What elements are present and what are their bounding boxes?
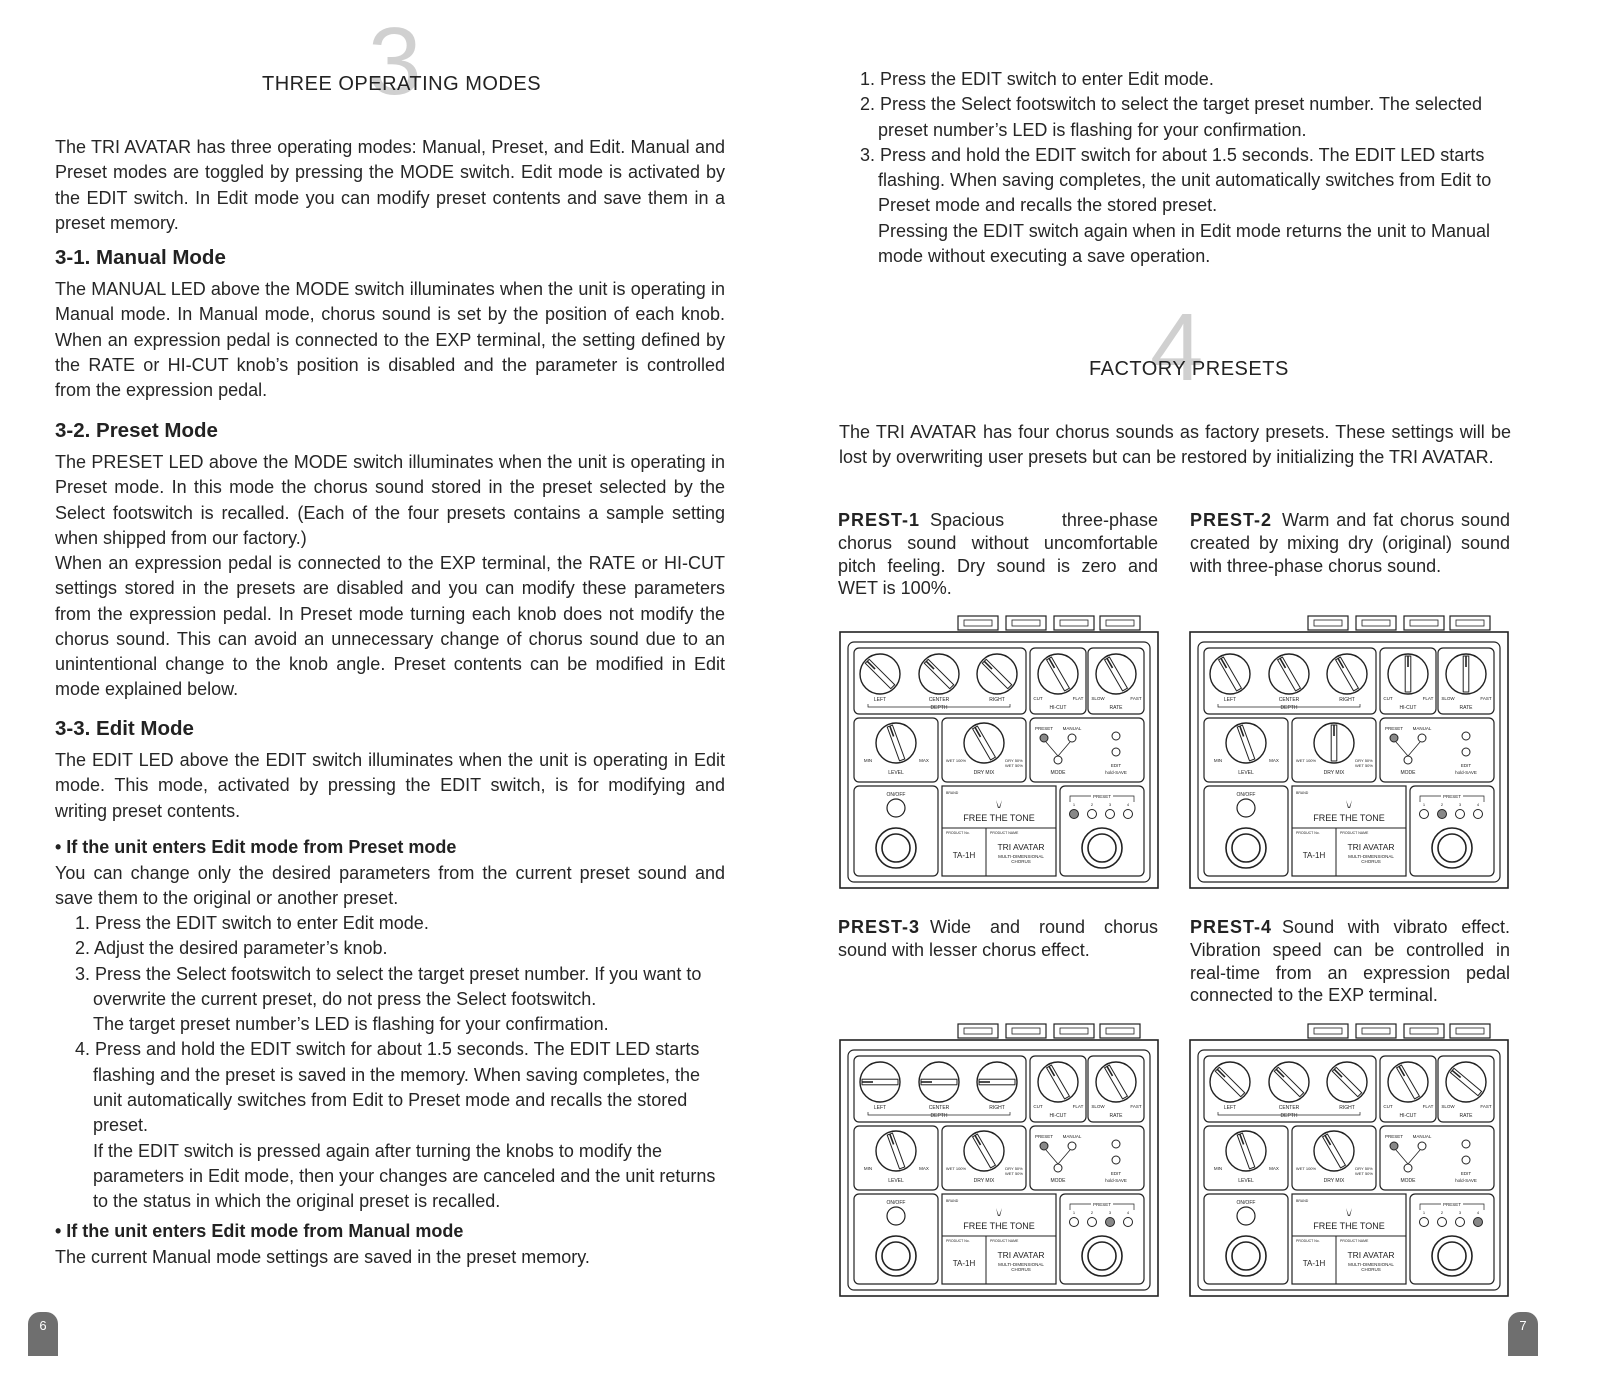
- preset-4-name: PREST-4: [1190, 917, 1273, 937]
- pedal-label: 2: [1440, 1210, 1444, 1215]
- pedal-label: 4: [1476, 802, 1480, 807]
- pedal-label: WET 50%: [1355, 1171, 1373, 1176]
- preset-mode-heading: 3-2. Preset Mode: [55, 419, 218, 442]
- pedal-label: PRESET: [1442, 1202, 1462, 1207]
- pedal-label: FLAT: [1422, 1104, 1434, 1109]
- depth-center-knob: [1269, 1062, 1309, 1102]
- pedal-label: RIGHT: [989, 1105, 1005, 1111]
- hicut-knob: [1388, 1062, 1428, 1102]
- edit-led-icon: [1462, 732, 1470, 740]
- step-continuation: Pressing the EDIT switch again when in Edit mode returns the unit to Manual mode without executing a save operation.: [878, 220, 1490, 267]
- pedal-label: EDIT: [1460, 763, 1472, 768]
- hicut-knob: [1388, 654, 1428, 694]
- product-number: TA-1H: [1302, 851, 1326, 860]
- pedal-label: SLOW: [1091, 1104, 1105, 1109]
- pedal-label: LEFT: [1223, 697, 1237, 703]
- pedal-label: PRODUCT NAME: [990, 831, 1019, 835]
- pedal-label: MANUAL: [1062, 726, 1082, 731]
- pedal-label: CUT: [1033, 696, 1043, 701]
- pedal-label: DEPTH: [930, 1113, 948, 1119]
- pedal-label: FAST: [1130, 1104, 1142, 1109]
- pedal-label: 1: [1422, 802, 1426, 807]
- level-knob: [1226, 723, 1266, 763]
- pedal-label: MAX: [1269, 758, 1279, 763]
- pedal-label: CENTER: [928, 1105, 950, 1111]
- preset-select-led-icon: [1420, 810, 1429, 819]
- preset-select-led-icon: [1124, 810, 1133, 819]
- hicut-knob: [1038, 654, 1078, 694]
- pedal-label: MANUAL: [1412, 1134, 1432, 1139]
- pedal-diagram-preset-3: [838, 1020, 1160, 1298]
- from-preset-heading: • If the unit enters Edit mode from Preset mode: [55, 837, 457, 857]
- pedal-label: PRODUCT NAME: [1340, 831, 1369, 835]
- preset-select-led-icon: [1420, 1218, 1429, 1227]
- preset-1-description: [838, 509, 1158, 600]
- pedal-label: DRY MIX: [1323, 1178, 1345, 1184]
- pedal-label: RATE: [1109, 705, 1123, 711]
- pedal-label: RIGHT: [989, 697, 1005, 703]
- preset-3-name: PREST-3: [838, 917, 921, 937]
- pedal-label: WET 100%: [945, 1166, 967, 1171]
- pedal-label: CUT: [1383, 1104, 1393, 1109]
- pedal-label: DEPTH: [930, 705, 948, 711]
- pedal-label: MODE: [1400, 1178, 1416, 1184]
- mode-switch-icon: [1404, 756, 1412, 764]
- edit-switch-icon: [1112, 1156, 1120, 1164]
- pedal-label: 4: [1126, 802, 1130, 807]
- right-page: [800, 0, 1600, 1382]
- pedal-label: 1: [1072, 1210, 1076, 1215]
- step-item: [840, 92, 1512, 143]
- step-item: [55, 962, 725, 1038]
- preset-select-led-icon: [1070, 1218, 1079, 1227]
- pedal-label: MODE: [1400, 770, 1416, 776]
- pedal-label: 1: [1072, 802, 1076, 807]
- pedal-label: SLOW: [1091, 696, 1105, 701]
- pedal-label: FAST: [1480, 696, 1492, 701]
- rate-knob: [1096, 654, 1136, 694]
- preset-select-led-icon: [1088, 810, 1097, 819]
- pedal-label: RIGHT: [1339, 697, 1355, 703]
- pedal-label: FAST: [1130, 696, 1142, 701]
- dry-mix-knob: [1314, 723, 1354, 763]
- hicut-knob: [1038, 1062, 1078, 1102]
- preset-3-description: [838, 916, 1158, 962]
- mode-switch-icon: [1404, 1164, 1412, 1172]
- pedal-label: HI-CUT: [1049, 705, 1067, 711]
- pedal-label: LEFT: [1223, 1105, 1237, 1111]
- edit-led-icon: [1462, 1140, 1470, 1148]
- from-preset-steps: [55, 911, 725, 1215]
- pedal-label: LEVEL: [1238, 770, 1254, 776]
- pedal-label: MULTI-DIMENSIONAL: [1348, 1262, 1394, 1267]
- preset-select-led-icon: [1474, 1218, 1483, 1227]
- pedal-label: ON/OFF: [1236, 1200, 1256, 1206]
- pedal-label: BRAND: [1296, 791, 1309, 795]
- manual-led-icon: [1418, 734, 1426, 742]
- pedal-label: MAX: [919, 758, 929, 763]
- pedal-label: 2: [1090, 1210, 1094, 1215]
- step-text: 1. Press the EDIT switch to enter Edit mode.: [860, 69, 1214, 89]
- rate-knob: [1446, 1062, 1486, 1102]
- pedal-label: MIN: [1213, 1166, 1223, 1171]
- pedal-label: MIN: [863, 758, 873, 763]
- pedal-label: RATE: [1109, 1113, 1123, 1119]
- edit-switch-icon: [1112, 748, 1120, 756]
- preset-led-icon: [1390, 734, 1398, 742]
- depth-right-knob: [977, 654, 1017, 694]
- pedal-label: PRESET: [1092, 1202, 1112, 1207]
- section-title: FACTORY PRESETS: [1089, 358, 1289, 380]
- pedal-label: 2: [1090, 802, 1094, 807]
- brand-name: FREE THE TONE: [1313, 1221, 1385, 1231]
- step-text: 3. Press the Select footswitch to select the target preset number. If you want to overwrite the current preset, do not press the Select footswitch.: [75, 963, 702, 1009]
- pedal-label: hold-SAVE: [1105, 1178, 1127, 1183]
- pedal-svg: [838, 1020, 1160, 1298]
- preset-led-icon: [1040, 734, 1048, 742]
- step-text: 2. Press the Select footswitch to select the target preset number. The selected preset number’s LED is flashing for your confirmation.: [860, 94, 1483, 140]
- pedal-label: 3: [1458, 802, 1462, 807]
- preset-select-led-icon: [1124, 1218, 1133, 1227]
- pedal-label: CHORUS: [1361, 1267, 1381, 1272]
- step-text: 2. Adjust the desired parameter’s knob.: [75, 938, 388, 959]
- product-name: TRI AVATAR: [1347, 1250, 1395, 1260]
- preset-select-led-icon: [1456, 810, 1465, 819]
- section-title: THREE OPERATING MODES: [262, 73, 542, 95]
- edit-led-icon: [1112, 732, 1120, 740]
- dry-mix-knob: [964, 723, 1004, 763]
- pedal-label: MANUAL: [1412, 726, 1432, 731]
- depth-center-knob: [1269, 654, 1309, 694]
- product-name: TRI AVATAR: [1347, 842, 1395, 852]
- depth-left-knob: [860, 654, 900, 694]
- pedal-label: FAST: [1480, 1104, 1492, 1109]
- manual-save-steps: [840, 67, 1512, 269]
- from-manual-heading: • If the unit enters Edit mode from Manual mode: [55, 1221, 464, 1241]
- edit-switch-icon: [1462, 1156, 1470, 1164]
- step-item: [55, 911, 725, 936]
- step-item: [55, 936, 725, 961]
- pedal-label: RATE: [1459, 705, 1473, 711]
- preset-select-led-icon: [1456, 1218, 1465, 1227]
- pedal-label: HI-CUT: [1049, 1113, 1067, 1119]
- onoff-led-icon: [887, 1207, 905, 1225]
- section-number: 4: [1150, 294, 1204, 401]
- pedal-label: BRAND: [946, 791, 959, 795]
- pedal-label: PRODUCT No.: [1296, 831, 1320, 835]
- depth-right-knob: [1327, 654, 1367, 694]
- page-number: 6: [28, 1312, 58, 1356]
- pedal-label: EDIT: [1460, 1171, 1472, 1176]
- depth-left-knob: [860, 1062, 900, 1102]
- onoff-led-icon: [887, 799, 905, 817]
- product-number: TA-1H: [1302, 1259, 1326, 1268]
- pedal-label: DRY 50%: [1005, 1166, 1023, 1171]
- pedal-label: BRAND: [946, 1199, 959, 1203]
- manual-mode-body: The MANUAL LED above the MODE switch illuminates when the unit is operating in Manual mode. In Manual mode, chorus sound is set by the position of each knob. When an expression pedal is connected to the EXP terminal, the setting defined by the RATE or HI-CUT knob’s position is disabled and the parameter is controlled from the expression pedal.: [55, 279, 725, 401]
- intro-paragraph: The TRI AVATAR has three operating modes: Manual, Preset, and Edit. Manual and Preset modes are toggled by pressing the MODE switch. Edit mode is activated by the EDIT switch. In Edit mode you can modify preset contents and save them in a preset memory.: [55, 137, 725, 233]
- brand-name: FREE THE TONE: [963, 813, 1035, 823]
- pedal-label: CUT: [1383, 696, 1393, 701]
- pedal-label: LEVEL: [888, 1178, 904, 1184]
- pedal-label: MAX: [1269, 1166, 1279, 1171]
- pedal-label: RIGHT: [1339, 1105, 1355, 1111]
- pedal-label: MIN: [863, 1166, 873, 1171]
- pedal-label: CENTER: [928, 697, 950, 703]
- preset-mode-body-2: When an expression pedal is connected to the EXP terminal, the RATE or HI-CUT settings stored in the presets are disabled and you can modify these parameters from the expression pedal. In Preset mode turning each knob does not modify the chorus sound. This can avoid an unnecessary change of chorus sound due to an unintentional change to the knob angle. Preset contents can be modified in Edit mode explained below.: [55, 553, 725, 700]
- pedal-label: CHORUS: [1011, 859, 1031, 864]
- preset-1-name: PREST-1: [838, 510, 921, 530]
- pedal-label: DEPTH: [1280, 705, 1298, 711]
- brand-name: FREE THE TONE: [1313, 813, 1385, 823]
- preset-2-name: PREST-2: [1190, 510, 1273, 530]
- pedal-label: RATE: [1459, 1113, 1473, 1119]
- pedal-label: SLOW: [1441, 696, 1455, 701]
- pedal-label: MULTI-DIMENSIONAL: [1348, 854, 1394, 859]
- pedal-label: PRODUCT No.: [946, 831, 970, 835]
- preset-3-text: Wide and round chorus sound with lesser chorus effect.: [838, 917, 1158, 960]
- step-continuation: If the EDIT switch is pressed again after turning the knobs to modify the parameters in Edit mode, then your changes are canceled and the unit returns to the status in which the original preset is recalled.: [93, 1140, 716, 1212]
- pedal-label: CENTER: [1278, 1105, 1300, 1111]
- pedal-label: MULTI-DIMENSIONAL: [998, 854, 1044, 859]
- pedal-label: WET 100%: [1295, 1166, 1317, 1171]
- mode-switch-icon: [1054, 756, 1062, 764]
- pedal-label: 3: [1108, 1210, 1112, 1215]
- pedal-label: PRESET: [1384, 726, 1404, 731]
- pedal-label: 3: [1458, 1210, 1462, 1215]
- depth-left-knob: [1210, 1062, 1250, 1102]
- pedal-label: HI-CUT: [1399, 1113, 1417, 1119]
- depth-center-knob: [919, 1062, 959, 1102]
- pedal-label: 4: [1126, 1210, 1130, 1215]
- pedal-label: hold-SAVE: [1105, 770, 1127, 775]
- step-text: 1. Press the EDIT switch to enter Edit mode.: [75, 913, 429, 933]
- mode-switch-icon: [1054, 1164, 1062, 1172]
- edit-mode-heading: 3-3. Edit Mode: [55, 717, 194, 740]
- preset-select-led-icon: [1474, 810, 1483, 819]
- pedal-label: DRY 50%: [1355, 1166, 1373, 1171]
- pedal-label: MAX: [919, 1166, 929, 1171]
- pedal-label: CUT: [1033, 1104, 1043, 1109]
- pedal-label: ON/OFF: [886, 792, 906, 798]
- pedal-label: FLAT: [1072, 696, 1084, 701]
- pedal-svg: [1188, 612, 1510, 890]
- pedal-diagram-preset-4: [1188, 1020, 1510, 1298]
- factory-presets-intro: The TRI AVATAR has four chorus sounds as factory presets. These settings will be lost by overwriting user presets but can be restored by initializing the TRI AVATAR.: [839, 422, 1511, 468]
- brand-name: FREE THE TONE: [963, 1221, 1035, 1231]
- pedal-label: PRODUCT No.: [1296, 1239, 1320, 1243]
- manual-led-icon: [1068, 734, 1076, 742]
- step-item: [55, 1037, 725, 1214]
- pedal-label: DRY MIX: [973, 1178, 995, 1184]
- from-preset-intro: You can change only the desired parameters from the current preset sound and save them to the original or another preset.: [55, 863, 725, 909]
- edit-switch-icon: [1462, 748, 1470, 756]
- preset-select-led-icon: [1106, 1218, 1115, 1227]
- section-number: 3: [368, 8, 422, 115]
- pedal-label: SLOW: [1441, 1104, 1455, 1109]
- pedal-label: MODE: [1050, 770, 1066, 776]
- pedal-label: 3: [1108, 802, 1112, 807]
- pedal-label: MIN: [1213, 758, 1223, 763]
- manual-led-icon: [1068, 1142, 1076, 1150]
- manual-mode-heading: 3-1. Manual Mode: [55, 246, 226, 269]
- pedal-svg: [1188, 1020, 1510, 1298]
- preset-select-led-icon: [1438, 1218, 1447, 1227]
- rate-knob: [1446, 654, 1486, 694]
- from-manual-intro: The current Manual mode settings are saved in the preset memory.: [55, 1247, 590, 1267]
- step-item: [840, 67, 1512, 92]
- pedal-label: DEPTH: [1280, 1113, 1298, 1119]
- pedal-label: LEFT: [873, 697, 887, 703]
- depth-left-knob: [1210, 654, 1250, 694]
- pedal-label: CHORUS: [1011, 1267, 1031, 1272]
- edit-mode-body: The EDIT LED above the EDIT switch illuminates when the unit is operating in Edit mode. This mode, activated by pressing the EDIT switch, is for modifying and writing preset contents.: [55, 750, 725, 821]
- level-knob: [1226, 1131, 1266, 1171]
- onoff-led-icon: [1237, 1207, 1255, 1225]
- pedal-label: HI-CUT: [1399, 705, 1417, 711]
- level-knob: [876, 723, 916, 763]
- pedal-label: DRY 50%: [1005, 758, 1023, 763]
- preset-4-text: Sound with vibrato effect. Vibration speed can be controlled in real-time from an expression pedal connected to the EXP terminal.: [1190, 917, 1510, 1006]
- pedal-label: hold-SAVE: [1455, 770, 1477, 775]
- step-continuation: The target preset number’s LED is flashing for your confirmation.: [93, 1014, 609, 1035]
- pedal-label: BRAND: [1296, 1199, 1309, 1203]
- preset-mode-body: The PRESET LED above the MODE switch illuminates when the unit is operating in Preset mode. In this mode the chorus sound stored in the preset selected by the Select footswitch is recalled. (Each of the four presets contains a sample setting when shipped from our factory.): [55, 452, 725, 548]
- product-number: TA-1H: [952, 1259, 976, 1268]
- manual-led-icon: [1418, 1142, 1426, 1150]
- pedal-label: FLAT: [1422, 696, 1434, 701]
- pedal-label: PRESET: [1034, 1134, 1054, 1139]
- dry-mix-knob: [1314, 1131, 1354, 1171]
- pedal-label: WET 100%: [945, 758, 967, 763]
- level-knob: [876, 1131, 916, 1171]
- pedal-label: MODE: [1050, 1178, 1066, 1184]
- pedal-label: EDIT: [1110, 1171, 1122, 1176]
- pedal-svg: [838, 612, 1160, 890]
- product-name: TRI AVATAR: [997, 1250, 1045, 1260]
- pedal-label: CHORUS: [1361, 859, 1381, 864]
- pedal-label: PRESET: [1034, 726, 1054, 731]
- pedal-label: ON/OFF: [1236, 792, 1256, 798]
- pedal-label: MULTI-DIMENSIONAL: [998, 1262, 1044, 1267]
- pedal-label: PRODUCT NAME: [990, 1239, 1019, 1243]
- pedal-label: PRODUCT NAME: [1340, 1239, 1369, 1243]
- pedal-label: ON/OFF: [886, 1200, 906, 1206]
- rate-knob: [1096, 1062, 1136, 1102]
- pedal-label: PRESET: [1092, 794, 1112, 799]
- dry-mix-knob: [964, 1131, 1004, 1171]
- pedal-label: WET 50%: [1005, 763, 1023, 768]
- preset-select-led-icon: [1070, 810, 1079, 819]
- preset-select-led-icon: [1106, 810, 1115, 819]
- preset-1-text: Spacious three-phase chorus sound without uncomfortable pitch feeling. Dry sound is zero and WET is 100%.: [838, 510, 1158, 599]
- pedal-label: PRESET: [1384, 1134, 1404, 1139]
- pedal-label: PRODUCT No.: [946, 1239, 970, 1243]
- depth-center-knob: [919, 654, 959, 694]
- depth-right-knob: [977, 1062, 1017, 1102]
- preset-4-description: [1190, 916, 1510, 1007]
- pedal-label: MANUAL: [1062, 1134, 1082, 1139]
- product-number: TA-1H: [952, 851, 976, 860]
- pedal-label: CENTER: [1278, 697, 1300, 703]
- pedal-label: DRY MIX: [1323, 770, 1345, 776]
- pedal-label: DRY MIX: [973, 770, 995, 776]
- preset-2-description: [1190, 509, 1510, 577]
- step-text: 3. Press and hold the EDIT switch for about 1.5 seconds. The EDIT LED starts flashing. When saving completes, the unit automatically switches from Edit to Preset mode and recalls the stored preset.: [860, 144, 1492, 216]
- edit-led-icon: [1112, 1140, 1120, 1148]
- pedal-label: EDIT: [1110, 763, 1122, 768]
- pedal-label: WET 50%: [1005, 1171, 1023, 1176]
- pedal-label: hold-SAVE: [1455, 1178, 1477, 1183]
- pedal-diagram-preset-2: [1188, 612, 1510, 890]
- preset-select-led-icon: [1438, 810, 1447, 819]
- pedal-label: PRESET: [1442, 794, 1462, 799]
- pedal-label: 2: [1440, 802, 1444, 807]
- pedal-label: 1: [1422, 1210, 1426, 1215]
- pedal-label: 4: [1476, 1210, 1480, 1215]
- step-item: [840, 143, 1512, 269]
- pedal-label: WET 50%: [1355, 763, 1373, 768]
- pedal-label: DRY 50%: [1355, 758, 1373, 763]
- page-number: 7: [1508, 1312, 1538, 1356]
- depth-right-knob: [1327, 1062, 1367, 1102]
- preset-led-icon: [1390, 1142, 1398, 1150]
- pedal-label: FLAT: [1072, 1104, 1084, 1109]
- product-name: TRI AVATAR: [997, 842, 1045, 852]
- pedal-label: WET 100%: [1295, 758, 1317, 763]
- preset-led-icon: [1040, 1142, 1048, 1150]
- preset-select-led-icon: [1088, 1218, 1097, 1227]
- pedal-label: LEFT: [873, 1105, 887, 1111]
- pedal-label: LEVEL: [1238, 1178, 1254, 1184]
- pedal-label: LEVEL: [888, 770, 904, 776]
- pedal-diagram-preset-1: [838, 612, 1160, 890]
- step-text: 4. Press and hold the EDIT switch for about 1.5 seconds. The EDIT LED starts flashing and the preset is saved in the memory. When saving completes, the unit automatically switches from Edit to Preset mode and recalls the stored preset.: [75, 1039, 700, 1136]
- preset-2-text: Warm and fat chorus sound created by mixing dry (original) sound with three-phase chorus sound.: [1190, 510, 1510, 576]
- onoff-led-icon: [1237, 799, 1255, 817]
